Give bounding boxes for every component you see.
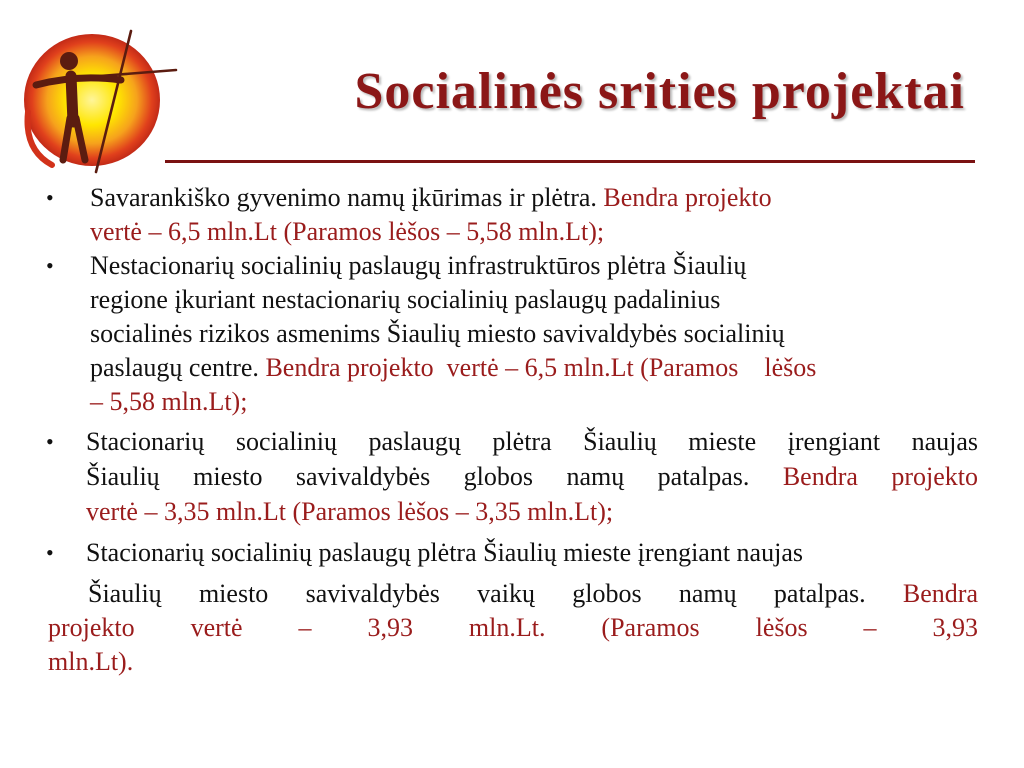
bullet-item-3-text [86,424,978,529]
project-value-text: vertė – 3,35 mln.Lt (Paramos lėšos – 3,35 mln.Lt); [86,497,614,526]
continuation-text [48,577,978,679]
project-value-text: Bendra projekto [603,183,772,212]
text-segment: Šiaulių miesto savivaldybės globos namų patalpas. [86,462,783,491]
text-line [86,424,978,459]
text-segment: Stacionarių socialinių paslaugų plėtra Šiaulių mieste įrengiant naujas [86,538,803,567]
project-value-text: Bendra projekto [782,462,978,491]
project-value-text: projekto vertė – 3,93 mln.Lt. (Paramos lėšos – 3,93 [48,613,978,642]
text-segment: Savarankiško gyvenimo namų įkūrimas ir plėtra. [90,183,604,212]
bullet-marker: • [46,185,54,210]
organization-logo [0,0,200,185]
bullet-item-4-text [86,536,978,570]
bullet-marker: • [46,540,54,565]
text-line [86,536,978,570]
text-segment: paslaugų centre. [90,353,266,382]
bullet-item-2-text [90,249,978,419]
text-line [48,645,978,679]
bullet-marker: • [46,253,54,278]
project-value-text: vertė – 6,5 mln.Lt (Paramos lėšos – 5,58 mln.Lt); [90,217,605,246]
text-line [90,181,978,215]
text-line [48,611,978,645]
project-value-text: – 5,58 mln.Lt); [90,387,248,416]
sun-icon [24,34,160,166]
bullet-item-1-text [90,181,978,249]
text-line [86,459,978,494]
text-line [90,283,978,317]
text-line [90,249,978,283]
project-value-text: Bendra projekto vertė – 6,5 mln.Lt (Paramos lėšos [265,353,817,382]
text-segment: regione įkuriant nestacionarių socialinių paslaugų padalinius [90,285,721,314]
text-line [90,215,978,249]
text-line [90,351,978,385]
text-line [90,317,978,351]
project-value-text: mln.Lt). [48,647,134,676]
text-line [90,385,978,419]
title-underline [165,160,975,163]
bullet-marker: • [46,429,54,454]
text-segment: Nestacionarių socialinių paslaugų infrastruktūros plėtra Šiaulių [90,251,747,280]
text-segment: socialinės rizikos asmenims Šiaulių miesto savivaldybės socialinių [90,319,785,348]
text-line [48,577,978,611]
text-line [86,494,978,529]
project-value-text: Bendra [902,579,978,608]
text-segment: Šiaulių miesto savivaldybės vaikų globos namų patalpas. [88,579,903,608]
slide-title: Socialinės srities projektai [354,63,965,120]
text-segment: Stacionarių socialinių paslaugų plėtra Šiaulių mieste įrengiant naujas [86,427,978,456]
figure-head [60,52,78,70]
